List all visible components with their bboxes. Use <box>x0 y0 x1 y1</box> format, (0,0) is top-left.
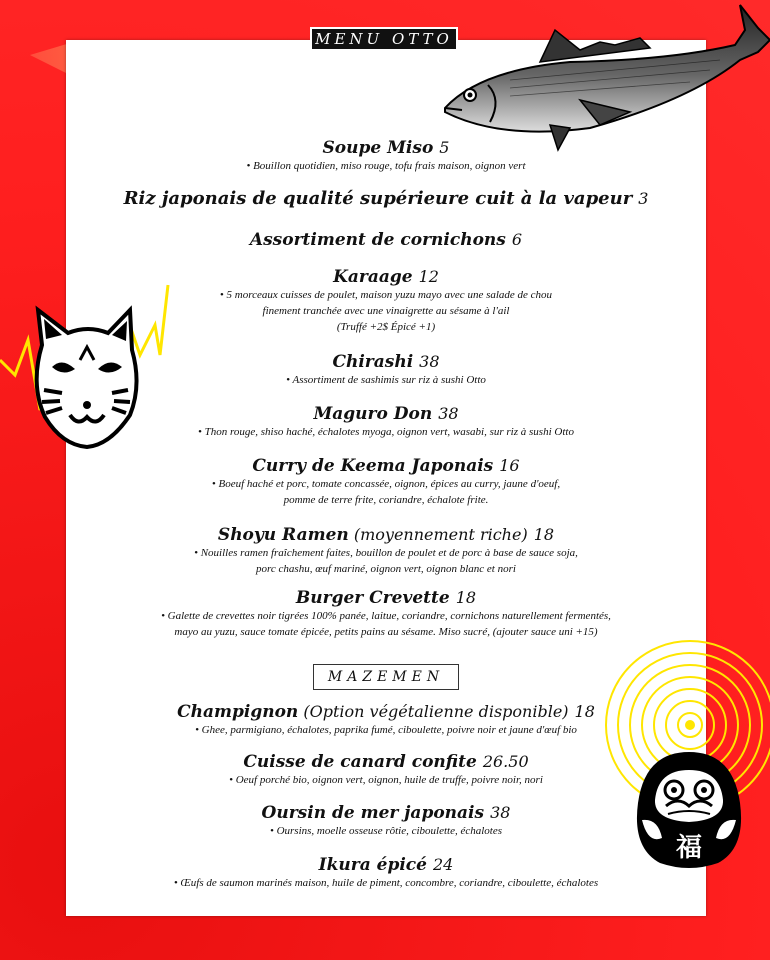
item-price: 18 <box>574 702 595 721</box>
item-price: 5 <box>439 138 450 157</box>
item-price: 38 <box>438 404 459 423</box>
item-note: (moyennement riche) <box>353 525 528 544</box>
menu-item <box>66 456 706 508</box>
item-desc: • Oeuf porché bio, oignon vert, oignon, huile de truffe, poivre noir, nori <box>229 774 543 786</box>
menu-item <box>66 752 706 788</box>
item-name: Soupe Miso <box>322 138 434 158</box>
item-desc: • Oursins, moelle osseuse rôtie, ciboulette, échalotes <box>269 825 503 837</box>
item-name: Ikura épicé <box>318 855 427 875</box>
menu-item <box>66 230 706 250</box>
menu-title: MENU OTTO <box>315 30 453 48</box>
item-desc: • Thon rouge, shiso haché, échalotes myoga, oignon vert, wasabi, sur riz à sushi Otto <box>198 426 574 438</box>
item-name: Assortiment de cornichons <box>249 230 506 250</box>
item-desc: (Truffé +2$ Épicé +1) <box>336 321 436 333</box>
item-name: Chirashi <box>332 352 414 372</box>
item-desc: • 5 morceaux cuisses de poulet, maison yuzu mayo avec une salade de chou <box>219 289 553 301</box>
item-name: Curry de Keema Japonais <box>252 456 494 476</box>
menu-title-box <box>310 27 458 51</box>
item-price: 26.50 <box>482 752 529 771</box>
item-name: Riz japonais de qualité supérieure cuit à la vapeur <box>123 188 633 209</box>
item-desc: • Assortiment de sashimis sur riz à sushi Otto <box>286 374 486 386</box>
item-price: 6 <box>511 230 523 249</box>
item-name: Cuisse de canard confite <box>243 752 477 772</box>
section-heading-box <box>313 664 459 690</box>
item-price: 24 <box>432 855 454 874</box>
item-desc: porc chashu, œuf mariné, oignon vert, oignon blanc et nori <box>256 563 516 575</box>
menu-item <box>66 404 706 440</box>
menu-item <box>66 188 706 209</box>
item-price: 38 <box>419 352 440 371</box>
item-price: 18 <box>455 588 477 607</box>
menu-item <box>66 702 706 738</box>
item-desc: • Boeuf haché et porc, tomate concassée, oignon, épices au curry, jaune d'oeuf, <box>211 478 561 490</box>
section-heading: MAZEMEN <box>327 669 445 685</box>
item-name: Shoyu Ramen <box>217 525 349 545</box>
daruma-kanji: 福 <box>675 833 703 863</box>
item-desc: mayo au yuzu, sauce tomate épicée, petits pains au sésame. Miso sucré, (ajouter sauce uni +15) <box>174 626 598 638</box>
item-name: Oursin de mer japonais <box>261 803 485 823</box>
item-desc: finement tranchée avec une vinaigrette au sésame à l'ail <box>262 305 510 317</box>
item-price: 16 <box>499 456 520 475</box>
item-desc: • Galette de crevettes noir tigrées 100% panée, laitue, coriandre, cornichons naturellement fermentés, <box>161 610 611 622</box>
menu-item <box>66 138 706 174</box>
item-name: Maguro Don <box>313 404 433 424</box>
menu-item <box>66 855 706 891</box>
menu-item <box>66 525 706 577</box>
item-price: 3 <box>638 189 649 208</box>
item-desc: • Bouillon quotidien, miso rouge, tofu frais maison, oignon vert <box>246 160 526 172</box>
item-name: Champignon <box>177 702 299 722</box>
item-desc: • Nouilles ramen fraîchement faites, bouillon de poulet et de porc à base de sauce soja, <box>194 547 578 559</box>
menu-item <box>66 267 706 335</box>
menu-item <box>66 352 706 388</box>
item-note: (Option végétalienne disponible) <box>303 702 569 721</box>
item-desc: • Ghee, parmigiano, échalotes, paprika fumé, ciboulette, poivre noir et jaune d'œuf bio <box>195 724 577 736</box>
item-price: 38 <box>490 803 511 822</box>
item-price: 18 <box>533 525 555 544</box>
item-price: 12 <box>418 267 439 286</box>
item-desc: pomme de terre frite, coriandre, échalote frite. <box>283 494 489 506</box>
menu-item <box>66 803 706 839</box>
item-name: Burger Crevette <box>295 588 450 608</box>
item-desc: • Œufs de saumon marinés maison, huile de piment, concombre, coriandre, ciboulette, échalotes <box>173 877 599 889</box>
item-name: Karaage <box>333 267 413 287</box>
menu-item <box>66 588 706 640</box>
